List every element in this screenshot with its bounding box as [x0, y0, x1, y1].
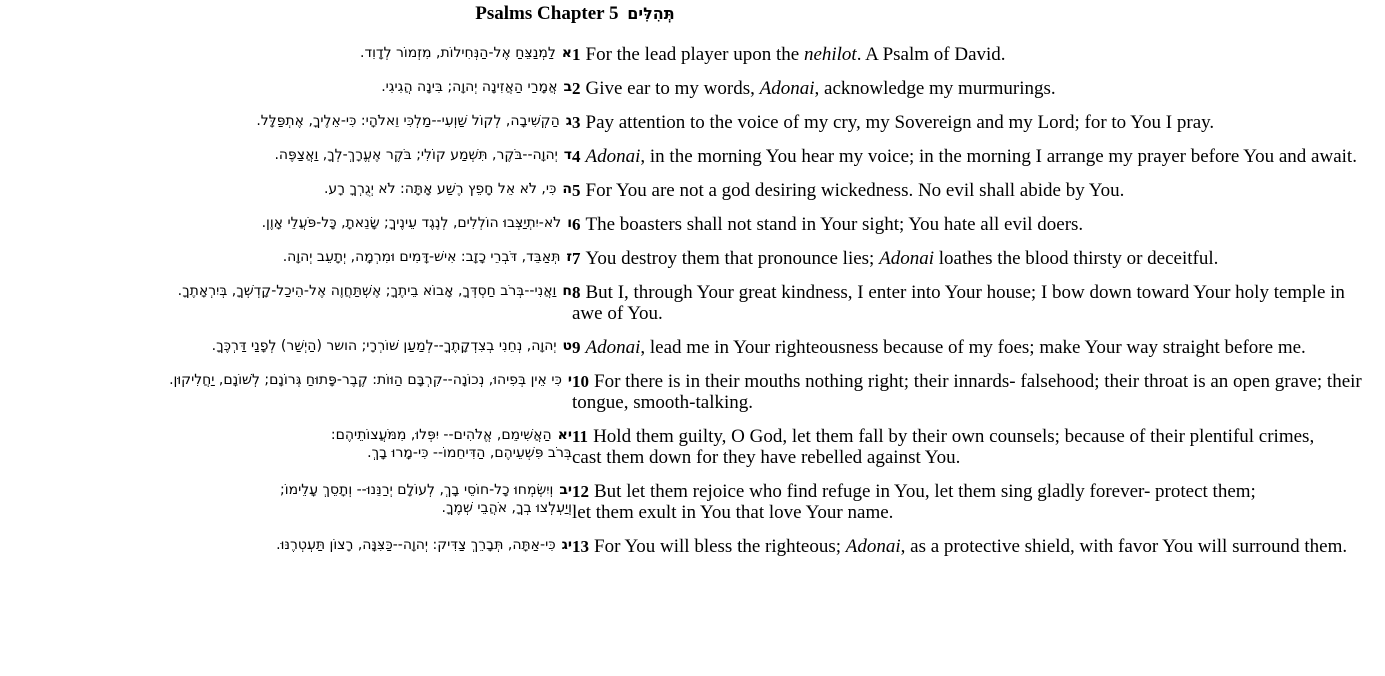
verse-row: [0, 426, 1372, 481]
english-verse-italic: Adonai: [585, 146, 641, 167]
verse-row: [0, 180, 1372, 214]
english-verse-italic: Adonai: [585, 337, 641, 358]
hebrew-verse-text: יְהוָה, נְחֵנִי בְצִדְקָתֶךָ--לְמַעַן שׁוֹרְרָי; הושר (הַיְשַׁר) לְפָנַי דַּרְכֶּךָ.: [211, 338, 557, 354]
hebrew-verse-text: כִּי אֵין בְּפִיהוּ, נְכוֹנָה--קִרְבָּם הַוּוֹת: קֶבֶר-פָּתוּחַ גְּרוֹנָם; לְשׁוֹנָם, יַחֲלִיקוּן.: [169, 372, 562, 388]
english-verse-cell: [572, 44, 1372, 78]
hebrew-verse-cell: [0, 146, 572, 180]
english-verse-line: [572, 248, 1372, 269]
english-verse-cell: [572, 248, 1372, 282]
verse-row: [0, 78, 1372, 112]
english-verse-text: For there is in their mouths nothing right; their innards- falsehood; their throat is an open grave; their tongue, smooth-talking.: [572, 371, 1362, 413]
hebrew-verse-cell: [0, 371, 572, 426]
english-verse-line: [572, 481, 1372, 502]
english-verse-text: The boasters shall not stand in Your sight; You hate all evil doers.: [585, 214, 1084, 235]
hebrew-verse-line: [0, 426, 572, 444]
verse-number: 5: [572, 181, 581, 200]
hebrew-verse-line: [0, 499, 572, 517]
english-verse-line: [572, 371, 1372, 413]
hebrew-verse-cell: [0, 337, 572, 371]
english-verse-text: . A Psalm of David.: [856, 44, 1006, 65]
verse-number: 3: [572, 113, 581, 132]
hebrew-verse-line: [0, 371, 572, 389]
english-verse-line: [572, 112, 1372, 133]
english-verse-line: [572, 44, 1372, 65]
english-verse-text: But I, through Your great kindness, I enter into Your house; I bow down toward Your holy temple in awe of You.: [572, 282, 1345, 324]
english-verse-line: [572, 180, 1372, 201]
english-verse-cell: [572, 282, 1372, 337]
english-verse-text: For You are not a god desiring wickedness. No evil shall abide by You.: [585, 180, 1125, 201]
title-hebrew: תְּהִלִּים: [627, 4, 675, 23]
english-verse-text: For the lead player upon the: [585, 44, 804, 65]
hebrew-verse-cell: [0, 248, 572, 282]
english-verse-line: [572, 282, 1372, 324]
hebrew-verse-line: [0, 337, 572, 355]
verse-row: [0, 282, 1372, 337]
english-verse-italic: Adonai: [879, 248, 934, 269]
hebrew-verse-line: [0, 44, 572, 62]
hebrew-verse-letter: ד: [563, 147, 572, 163]
hebrew-verse-text: וְיַעְלְצוּ בְךָ, אֹהֲבֵי שְׁמֶךָ.: [441, 500, 572, 516]
hebrew-verse-line: [0, 146, 572, 164]
english-verse-text: Pay attention to the voice of my cry, my Sovereign and my Lord; for to You I pray.: [585, 112, 1215, 133]
english-verse-text: Hold them guilty, O God, let them fall by their own counsels; because of their plentiful crimes,: [593, 426, 1315, 447]
hebrew-verse-text: וְיִשְׂמְחוּ כָל-חוֹסֵי בָךְ, לְעוֹלָם יְרַנֵּנוּ-- וְתָסֵךְ עָלֵימוֹ;: [280, 482, 554, 498]
page-title: [0, 2, 1150, 26]
verse-row: [0, 112, 1372, 146]
english-verse-text: , acknowledge my murmurings.: [814, 78, 1056, 99]
hebrew-verse-cell: [0, 78, 572, 112]
english-verse-cell: [572, 536, 1372, 570]
english-verse-cell: [572, 337, 1372, 371]
english-verse-cell: [572, 180, 1372, 214]
hebrew-verse-text: הַקְשִׁיבָה, לְקוֹל שַׁוְעִי--מַלְכִּי וֵאלֹהָי: כִּי-אֵלֶיךָ, אֶתְפַּלָּל.: [256, 113, 560, 129]
hebrew-verse-cell: [0, 44, 572, 78]
verse-row: [0, 536, 1372, 570]
verse-row: [0, 146, 1372, 180]
hebrew-verse-cell: [0, 426, 572, 481]
verse-number: 8: [572, 283, 581, 302]
english-verse-text: You destroy them that pronounce lies;: [585, 248, 880, 269]
hebrew-verse-text: כִּי, לֹא אֵל חָפֵץ רֶשַׁע אָתָּה: לֹא יְגֻרְךָ רָע.: [323, 181, 557, 197]
hebrew-verse-cell: [0, 282, 572, 337]
english-verse-italic: Adonai: [845, 536, 901, 557]
verse-number: 2: [572, 79, 581, 98]
verse-table: [0, 44, 1372, 570]
verse-number: 13: [572, 537, 589, 556]
hebrew-verse-text: תְּאַבֵּד, דֹּבְרֵי כָזָב: אִישׁ-דָּמִים וּמִרְמָה, יְתָעֵב יְהוָה.: [282, 249, 561, 265]
english-verse-text: Give ear to my words,: [585, 78, 760, 99]
hebrew-verse-letter: ה: [562, 181, 572, 197]
english-verse-text: For You will bless the righteous;: [594, 536, 846, 557]
english-verse-text: But let them rejoice who find refuge in You, let them sing gladly forever- protect them;: [594, 481, 1256, 502]
verse-table-body: [0, 44, 1372, 570]
verse-number: 11: [572, 427, 589, 446]
english-verse-cell: [572, 146, 1372, 180]
english-verse-text: , as a protective shield, with favor You will surround them.: [900, 536, 1348, 557]
hebrew-verse-letter: ו: [567, 215, 572, 231]
english-verse-cell: [572, 112, 1372, 146]
hebrew-verse-line: [0, 214, 572, 232]
hebrew-verse-text: וַאֲנִי--בְּרֹב חַסְדְּךָ, אָבוֹא בֵיתֶךָ; אֶשְׁתַּחֲוֶה אֶל-הֵיכַל-קָדְשְׁךָ, בְּיִרְאָתֶךָ.: [177, 283, 557, 299]
english-verse-line: [572, 78, 1372, 99]
english-verse-continuation: cast them down for they have rebelled against You.: [572, 447, 961, 468]
verse-number: 1: [572, 45, 581, 64]
english-verse-line: [572, 146, 1372, 167]
hebrew-verse-line: [0, 444, 572, 462]
hebrew-verse-line: [0, 536, 572, 554]
hebrew-verse-letter: ב: [563, 79, 572, 95]
verse-row: [0, 214, 1372, 248]
verse-row: [0, 44, 1372, 78]
hebrew-verse-line: [0, 180, 572, 198]
hebrew-verse-cell: [0, 536, 572, 570]
hebrew-verse-letter: יג: [561, 537, 572, 553]
verse-number: 4: [572, 147, 581, 166]
verse-number: 12: [572, 482, 589, 501]
hebrew-verse-line: [0, 248, 572, 266]
hebrew-verse-text: יְהוָה--בֹּקֶר, תִּשְׁמַע קוֹלִי; בֹּקֶר אֶעֱרָךְ-לְךָ, וַאֲצַפֶּה.: [274, 147, 558, 163]
hebrew-verse-text: הַאֲשִׁימֵם, אֱלֹהִים-- יִפְּלוּ, מִמֹּעֲצוֹתֵיהֶם:: [330, 427, 552, 443]
hebrew-verse-letter: יב: [559, 482, 572, 498]
hebrew-verse-cell: [0, 112, 572, 146]
verse-number: 7: [572, 249, 581, 268]
english-verse-cell: [572, 371, 1372, 426]
english-verse-cell: [572, 481, 1372, 536]
hebrew-verse-text: לַמְנַצֵּחַ אֶל-הַנְּחִילוֹת, מִזְמוֹר לְדָוִד.: [360, 45, 556, 61]
hebrew-verse-text: אֲמָרַי הַאֲזִינָה יְהוָה; בִּינָה הֲגִיגִי.: [381, 79, 558, 95]
english-verse-text: , lead me in Your righteousness because of my foes; make Your way straight before me.: [640, 337, 1306, 358]
hebrew-verse-line: [0, 282, 572, 300]
english-verse-text: loathes the blood thirsty or deceitful.: [933, 248, 1219, 269]
hebrew-verse-letter: א: [561, 45, 572, 61]
english-verse-italic: Adonai: [759, 78, 815, 99]
english-verse-italic: nehilot: [803, 44, 857, 65]
hebrew-verse-cell: [0, 214, 572, 248]
verse-row: [0, 337, 1372, 371]
hebrew-verse-letter: ט: [562, 338, 572, 354]
hebrew-verse-line: [0, 112, 572, 130]
verse-number: 6: [572, 215, 581, 234]
english-verse-cell: [572, 78, 1372, 112]
hebrew-verse-cell: [0, 180, 572, 214]
hebrew-verse-letter: ג: [565, 113, 572, 129]
hebrew-verse-cell: [0, 481, 572, 536]
hebrew-verse-line: [0, 481, 572, 499]
hebrew-verse-letter: י: [567, 372, 572, 388]
verse-row: [0, 481, 1372, 536]
verse-row: [0, 248, 1372, 282]
hebrew-verse-letter: יא: [557, 427, 572, 443]
hebrew-verse-line: [0, 78, 572, 96]
hebrew-verse-letter: ז: [566, 249, 572, 265]
english-verse-cell: [572, 214, 1372, 248]
english-verse-line: [572, 536, 1372, 557]
verse-number: 10: [572, 372, 589, 391]
hebrew-verse-text: בְּרֹב פִּשְׁעֵיהֶם, הַדִּיחֵמוֹ-- כִּי-מָרוּ בָךְ.: [367, 445, 572, 461]
hebrew-verse-letter: ח: [562, 283, 572, 299]
title-english: Psalms Chapter 5: [475, 3, 619, 24]
english-verse-text: , in the morning You hear my voice; in the morning I arrange my prayer before You and await.: [640, 146, 1357, 167]
english-verse-continuation: let them exult in You that love Your name.: [572, 502, 894, 523]
verse-row: [0, 371, 1372, 426]
english-verse-line: [572, 337, 1372, 358]
english-verse-line: [572, 426, 1372, 447]
english-verse-line: [572, 214, 1372, 235]
english-verse-cell: [572, 426, 1372, 481]
verse-number: 9: [572, 338, 581, 357]
hebrew-verse-text: לֹא-יִתְיַצְּבוּ הוֹלְלִים, לְנֶגֶד עֵינֶיךָ; שָׂנֵאתָ, כָּל-פֹּעֲלֵי אָוֶן.: [261, 215, 562, 231]
hebrew-verse-text: כִּי-אַתָּה, תְּבָרֵךְ צַדִּיק: יְהוָה--כַּצִּנָּה, רָצוֹן תַּעְטְרֶנּוּ.: [276, 537, 556, 553]
